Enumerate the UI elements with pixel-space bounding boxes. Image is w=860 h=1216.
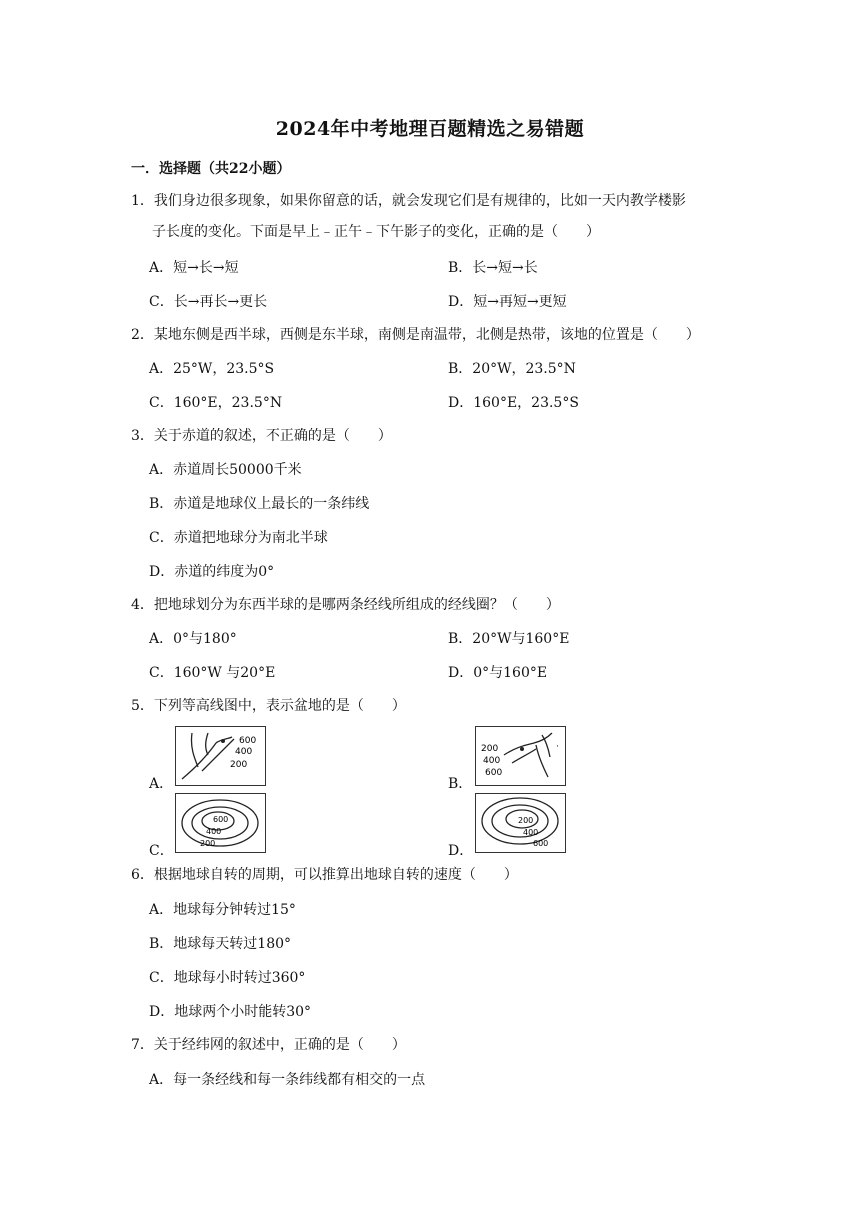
question-6-option-c[interactable]: C．地球每小时转过360° [149,970,306,986]
question-3-stem: 3．关于赤道的叙述，不正确的是（ ） [131,428,392,444]
question-3-option-c[interactable]: C．赤道把地球分为南北半球 [149,530,328,546]
question-1-option-a[interactable]: A．短→长→短 [149,260,239,276]
question-3-option-b[interactable]: B．赤道是地球仪上最长的一条纬线 [149,496,370,512]
question-5-stem: 5．下列等高线图中，表示盆地的是（ ） [131,698,406,714]
question-3-option-d[interactable]: D．赤道的纬度为0° [149,564,275,580]
question-4-option-d[interactable]: D．0°与160°E [448,665,548,681]
question-1-stem [131,186,741,248]
question-2-stem: 2．某地东侧是西半球，西侧是东半球，南侧是南温带，北侧是热带，该地的位置是（ ） [131,327,700,343]
contour-map-a[interactable] [175,726,266,786]
contour-label-d-3: 600 [533,839,549,848]
contour-label-b-2: 400 [483,756,501,766]
question-3-option-a[interactable]: A．赤道周长50000千米 [149,462,302,478]
question-1-line-1: 1．我们身边很多现象，如果你留意的话，就会发现它们是有规律的，比如一天内教学楼影 [131,193,686,209]
contour-label-b-1: 200 [481,744,499,754]
question-4-option-c[interactable]: C．160°W 与20°E [149,665,276,681]
contour-label-d-2: 400 [523,828,539,837]
question-1-option-c[interactable]: C．长→再长→更长 [149,294,268,310]
question-7-stem: 7．关于经纬网的叙述中，正确的是（ ） [131,1037,406,1053]
contour-label-c-3: 200 [200,839,216,848]
contour-map-d[interactable] [475,793,566,853]
question-6-stem: 6．根据地球自转的周期，可以推算出地球自转的速度（ ） [131,867,518,883]
contour-label-a-3: 200 [230,760,248,770]
contour-label-b-3: 600 [485,768,503,778]
svg-text:·: · [556,742,559,752]
question-6-option-b[interactable]: B．地球每天转过180° [149,936,292,952]
contour-label-a-1: 600 [239,736,257,746]
question-5-option-c[interactable]: C． [149,843,174,859]
page-title: 2024年中考地理百题精选之易错题 [275,118,585,140]
question-2-option-d[interactable]: D．160°E，23.5°S [448,395,579,411]
question-2-option-a[interactable]: A．25°W，23.5°S [149,361,275,377]
question-2-option-c[interactable]: C．160°E，23.5°N [149,395,283,411]
contour-label-a-2: 400 [235,747,253,757]
question-7-option-a[interactable]: A．每一条经线和每一条纬线都有相交的一点 [149,1072,426,1088]
contour-label-d-1: 200 [518,816,534,825]
question-4-option-b[interactable]: B．20°W与160°E [448,631,570,647]
contour-map-c[interactable] [175,793,266,853]
question-4-option-a[interactable]: A．0°与180° [149,631,237,647]
question-5-option-b[interactable]: B． [448,776,473,792]
question-2-option-b[interactable]: B．20°W，23.5°N [448,361,576,377]
contour-label-c-1: 600 [213,815,229,824]
question-6-option-a[interactable]: A．地球每分钟转过15° [149,902,296,918]
question-1-option-b[interactable]: B．长→短→长 [448,260,538,276]
section-heading: 一．选择题（共22小题） [131,161,291,177]
question-5-option-a[interactable]: A． [149,776,174,792]
question-1-line-2: 子长度的变化。下面是早上﹣正午﹣下午影子的变化，正确的是（ ） [152,224,600,240]
question-4-stem: 4．把地球划分为东西半球的是哪两条经线所组成的经线圈？（ ） [131,597,560,613]
question-5-option-d[interactable]: D． [448,843,474,859]
question-6-option-d[interactable]: D．地球两个小时能转30° [149,1004,312,1020]
contour-label-c-2: 400 [206,827,222,836]
question-1-option-d[interactable]: D．短→再短→更短 [448,294,567,310]
contour-map-b[interactable] [475,726,566,786]
